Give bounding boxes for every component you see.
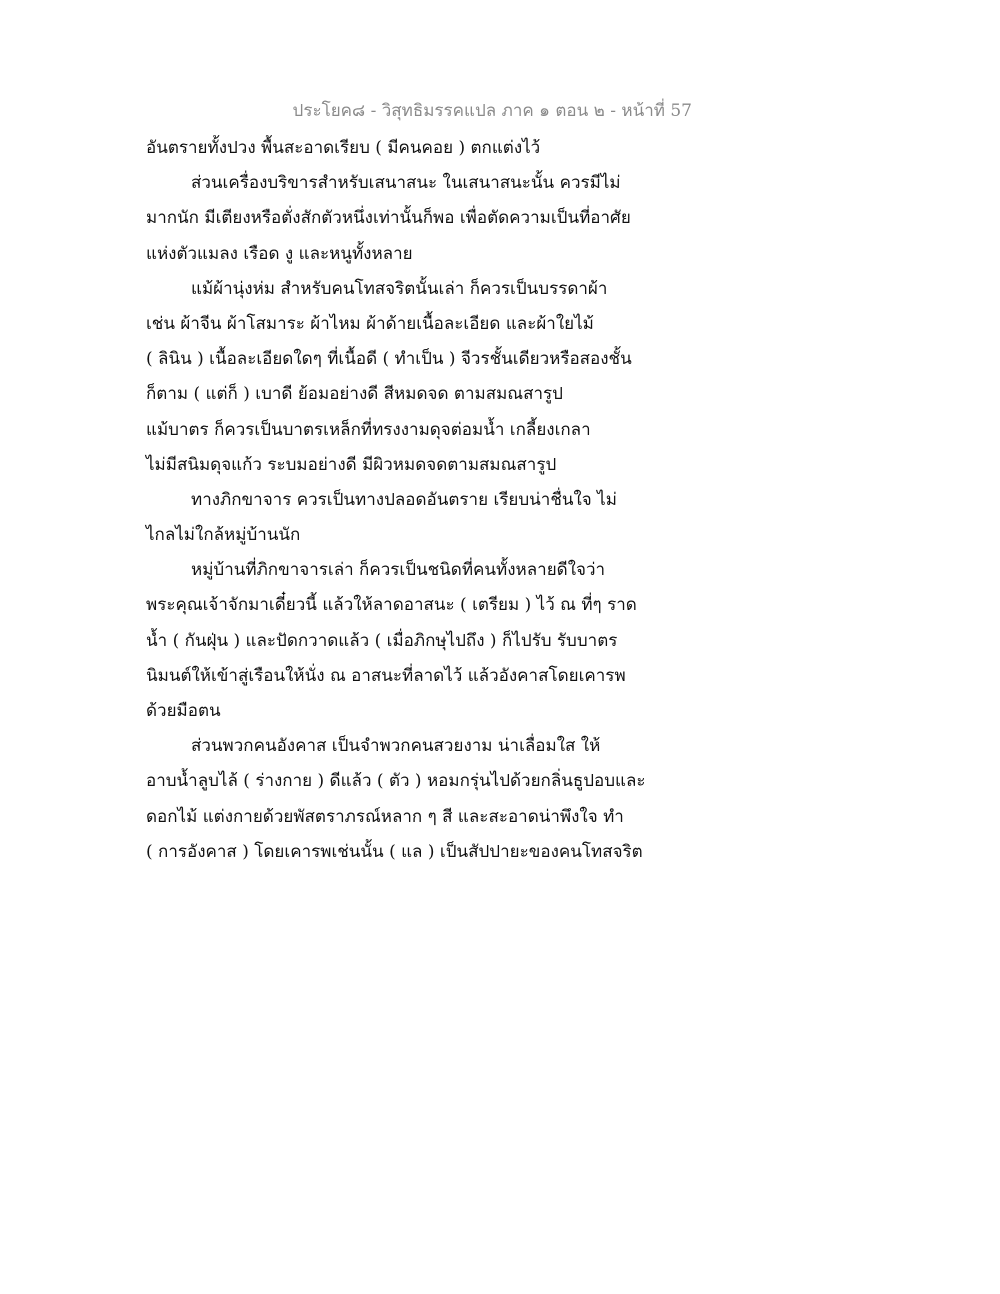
text-line: ก็ตาม ( แต่ก็ ) เบาดี ย้อมอย่างดี สีหมดจด ตามสมณสารูป: [146, 384, 563, 405]
text-line: แห่งตัวแมลง เรือด งู และหนูทั้งหลาย: [146, 243, 413, 264]
text-line: มากนัก มีเตียงหรือตั่งสักตัวหนึ่งเท่านั้นก็พอ เพื่อตัดความเป็นที่อาศัย: [146, 208, 631, 229]
text-line: ส่วนพวกคนอังคาส เป็นจำพวกคนสวยงาม น่าเลื่อมใส ให้: [191, 736, 601, 757]
text-line: น้ำ ( กันฝุ่น ) และปัดกวาดแล้ว ( เมื่อภิกษุไปถึง ) ก็ไปรับ รับบาตร: [146, 630, 618, 651]
text-line: ( การอังคาส ) โดยเคารพเช่นนั้น ( แล ) เป็นสัปปายะของคนโทสจริต: [146, 841, 643, 862]
text-line: ไม่มีสนิมดุจแก้ว ระบมอย่างดี มีผิวหมดจดตามสมณสารูป: [146, 454, 557, 475]
text-line: ส่วนเครื่องบริขารสำหรับเสนาสนะ ในเสนาสนะนั้น ควรมีไม่: [191, 173, 621, 194]
text-line: หมู่บ้านที่ภิกขาจารเล่า ก็ควรเป็นชนิดที่คนทั้งหลายดีใจว่า: [191, 560, 606, 581]
text-line: เช่น ผ้าจีน ผ้าโสมาระ ผ้าไหม ผ้าด้ายเนื้อละเอียด และผ้าใยไม้: [146, 313, 594, 334]
text-line: พระคุณเจ้าจักมาเดี๋ยวนี้ แล้วให้ลาดอาสนะ ( เตรียม ) ไว้ ณ ที่ๆ ราด: [146, 595, 637, 616]
text-line: นิมนต์ให้เข้าสู่เรือนให้นั่ง ณ อาสนะที่ลาดไว้ แล้วอังคาสโดยเคารพ: [146, 665, 626, 686]
text-line: ดอกไม้ แต่งกายด้วยพัสตราภรณ์หลาก ๆ สี และสะอาดน่าพึงใจ ทำ: [146, 806, 624, 827]
text-line: แม้บาตร ก็ควรเป็นบาตรเหล็กที่ทรงงามดุจต่อมน้ำ เกลี้ยงเกลา: [146, 419, 591, 440]
body-text: [146, 131, 666, 870]
text-line: ด้วยมือตน: [146, 701, 221, 721]
text-line: ( ลินิน ) เนื้อละเอียดใดๆ ที่เนื้อดี ( ทำเป็น ) จีวรชั้นเดียวหรือสองชั้น: [146, 349, 632, 370]
text-line: ไกลไม่ใกล้หมู่บ้านนัก: [146, 525, 301, 546]
running-header: ประโยค๘ - วิสุทธิมรรคแปล ภาค ๑ ตอน ๒ - หน้าที่ 57: [292, 101, 692, 121]
text-line: ทางภิกขาจาร ควรเป็นทางปลอดอันตราย เรียบน่าชื่นใจ ไม่: [191, 489, 617, 510]
text-line: อาบน้ำลูบไล้ ( ร่างกาย ) ดีแล้ว ( ตัว ) หอมกรุ่นไปด้วยกลิ่นธูปอบและ: [146, 771, 646, 792]
text-line: อันตรายทั้งปวง พื้นสะอาดเรียบ ( มีคนคอย ) ตกแต่งไว้: [146, 138, 541, 158]
text-line: แม้ผ้านุ่งห่ม สำหรับคนโทสจริตนั้นเล่า ก็ควรเป็นบรรดาผ้า: [191, 278, 608, 299]
